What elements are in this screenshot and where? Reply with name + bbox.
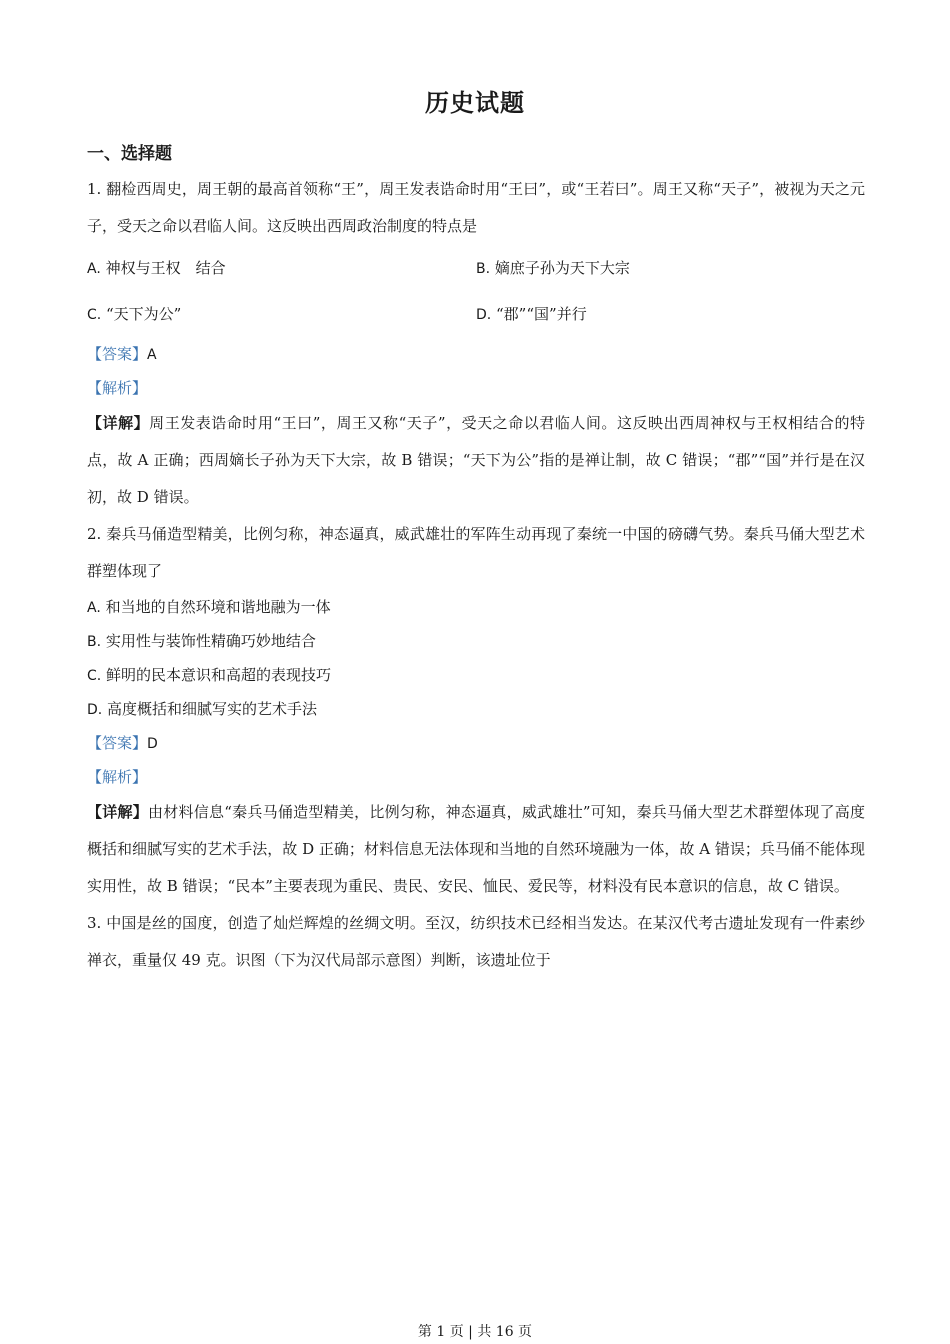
question-2-options — [87, 590, 865, 726]
question-2-detail — [87, 794, 865, 905]
option-key: A. — [87, 600, 101, 616]
question-2-option-c — [87, 658, 865, 692]
option-key: D. — [87, 702, 103, 718]
option-text: 实用性与装饰性精确巧妙地结合 — [105, 632, 316, 650]
option-key: B. — [476, 261, 491, 277]
option-key: A. — [87, 261, 101, 277]
content-body — [87, 171, 865, 979]
question-2-stem: 2. 秦兵马俑造型精美，比例匀称，神态逼真，威武雄壮的军阵生动再现了秦统一中国的磅礴气势。秦兵马俑大型艺术群塑体现了 — [87, 525, 865, 580]
answer-value: D — [147, 736, 158, 752]
option-key: C. — [87, 668, 102, 684]
answer-tag: 【答案】 — [87, 734, 148, 752]
option-text: 嫡庶子孙为天下大宗 — [494, 259, 630, 277]
question-1-options — [87, 245, 865, 337]
question-1-answer — [87, 337, 865, 371]
question-1-detail — [87, 405, 865, 516]
question-1-option-d — [476, 291, 865, 337]
option-key: B. — [87, 634, 102, 650]
page-footer: 第 1 页 | 共 16 页 — [417, 1324, 533, 1340]
question-3-stem: 3. 中国是丝的国度，创造了灿烂辉煌的丝绸文明。至汉，纺织技术已经相当发达。在某汉代考古遗址发现有一件素纱禅衣，重量仅 49 克。识图（下为汉代局部示意图）判断，该遗址位于 — [87, 914, 865, 969]
question-1-option-b — [476, 245, 865, 291]
detail-text: 由材料信息“秦兵马俑造型精美，比例匀称，神态逼真，威武雄壮”可知，秦兵马俑大型艺术群塑体现了高度概括和细腻写实的艺术手法，故 D 正确；材料信息无法体现和当地的自然环境融为一体，故 A 错误；兵马俑不能体现实用性，故 B 错误；“民本”主要表现为重民、贵民、安民、恤民、爱民等，材料没有民本意识的信息，故 C 错误。 — [87, 803, 865, 895]
question-2-option-b — [87, 624, 865, 658]
question-2-option-a — [87, 590, 865, 624]
option-text: 神权与王权 结合 — [105, 259, 226, 277]
detail-tag: 【详解】 — [87, 803, 148, 821]
option-text: 高度概括和细腻写实的艺术手法 — [107, 700, 318, 718]
page-title: 历史试题 — [425, 89, 525, 117]
section-heading: 一、选择题 — [87, 144, 172, 164]
question-1-stem: 1. 翻检西周史，周王朝的最高首领称“王”，周王发表诰命时用“王曰”，或“王若曰”。周王又称“天子”，被视为天之元子，受天之命以君临人间。这反映出西周政治制度的特点是 — [87, 180, 865, 235]
option-text: “天下为公” — [106, 305, 182, 323]
option-text: 鲜明的民本意识和高超的表现技巧 — [106, 666, 332, 684]
detail-text: 周王发表诰命时用“王曰”，周王又称“天子”，受天之命以君临人间。这反映出西周神权与王权相结合的特点，故 A 正确；西周嫡长子孙为天下大宗，故 B 错误；“天下为公”指的是禅让制，故 C 错误；“郡”“国”并行是在汉初，故 D 错误。 — [87, 414, 865, 506]
analysis-tag: 【解析】 — [87, 379, 148, 397]
question-2-option-d — [87, 692, 865, 726]
answer-value: A — [147, 347, 157, 363]
question-1-option-c — [87, 291, 476, 337]
option-key: C. — [87, 307, 102, 323]
analysis-tag: 【解析】 — [87, 768, 148, 786]
detail-tag: 【详解】 — [87, 414, 150, 432]
answer-tag: 【答案】 — [87, 345, 148, 363]
option-text: “郡”“国”并行 — [496, 305, 587, 323]
question-2-analysis — [87, 760, 865, 794]
question-1-option-a — [87, 245, 476, 291]
question-2-answer — [87, 726, 865, 760]
option-text: 和当地的自然环境和谐地融为一体 — [105, 598, 331, 616]
option-key: D. — [476, 307, 492, 323]
question-1-analysis — [87, 371, 865, 405]
